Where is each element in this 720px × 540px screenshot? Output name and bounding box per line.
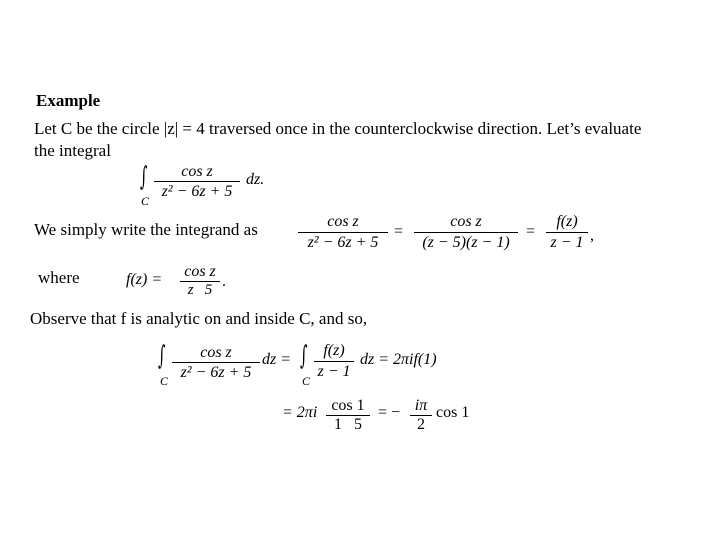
- f-definition-fraction: [180, 262, 220, 300]
- fraction-bar: [154, 181, 240, 182]
- result-fraction-1-denominator: z² − 6z + 5: [180, 364, 252, 381]
- contour-label-left: C: [160, 374, 169, 388]
- where-label: where: [38, 268, 80, 287]
- result-fraction-4-denominator: 2: [417, 416, 425, 433]
- integral-sign-right: ∫: [300, 341, 308, 371]
- period: .: [222, 273, 226, 290]
- intro-line-1: Let C be the circle |z| = 4 traversed once in the counterclockwise direction. Let’s evaluate: [34, 119, 642, 138]
- fraction-bar: [314, 361, 354, 362]
- result-fraction-1-numerator: cos z: [200, 344, 232, 361]
- integrand-fraction-a: [298, 212, 388, 252]
- example-heading: Example: [36, 91, 101, 110]
- fraction-c-numerator: f(z): [556, 213, 578, 230]
- fraction-a-denominator: z² − 6z + 5: [307, 234, 379, 251]
- equals-sign: =: [394, 223, 404, 240]
- fraction-bar: [414, 232, 518, 233]
- second-line-prefix: = 2πi: [282, 404, 318, 421]
- fraction-bar: [298, 232, 388, 233]
- integral-dz: dz.: [246, 171, 265, 188]
- integrand-fraction-b: [414, 212, 518, 252]
- f-definition-numerator: cos z: [184, 263, 216, 280]
- f-definition-lhs: f(z) =: [126, 271, 163, 288]
- dz-equals: dz =: [262, 351, 292, 368]
- result-fraction-3-denominator: 1 5: [334, 416, 362, 433]
- fraction-b-numerator: cos z: [450, 213, 482, 230]
- equals-sign: =: [526, 223, 536, 240]
- result-fraction-3: [326, 396, 370, 436]
- fraction-a-numerator: cos z: [327, 213, 359, 230]
- f-definition-denominator: z 5: [187, 282, 213, 298]
- fraction-bar: [546, 232, 588, 233]
- integrand-denominator: z² − 6z + 5: [161, 183, 233, 200]
- result-fraction-2-numerator: f(z): [323, 342, 345, 359]
- result-fraction-4-numerator: iπ: [414, 397, 428, 414]
- equals-minus: = −: [378, 404, 401, 421]
- cos-one: cos 1: [436, 404, 470, 421]
- result-fraction-2: [314, 340, 354, 380]
- comma: ,: [590, 227, 594, 244]
- fraction-c-denominator: z − 1: [550, 234, 584, 251]
- fraction-bar: [172, 362, 260, 363]
- integrand-fraction-c: [546, 212, 588, 252]
- integrand-numerator: cos z: [181, 163, 213, 180]
- result-fraction-4: [410, 396, 432, 436]
- observation-text: Observe that f is analytic on and inside C, and so,: [30, 309, 368, 328]
- result-value: dz = 2πif(1): [360, 351, 437, 368]
- fraction-b-denominator: (z − 5)(z − 1): [422, 234, 510, 251]
- intro-line-2: the integral: [34, 141, 111, 160]
- integrand-intro: We simply write the integrand as: [34, 220, 258, 239]
- integral-sign-left: ∫: [158, 341, 166, 371]
- integrand-fraction: [154, 162, 240, 202]
- contour-label-right: C: [302, 374, 311, 388]
- integral-sign: ∫: [140, 162, 148, 192]
- result-fraction-2-denominator: z − 1: [317, 363, 351, 380]
- result-fraction-1: [172, 340, 260, 380]
- contour-label: C: [141, 194, 150, 208]
- result-fraction-3-numerator: cos 1: [331, 397, 365, 414]
